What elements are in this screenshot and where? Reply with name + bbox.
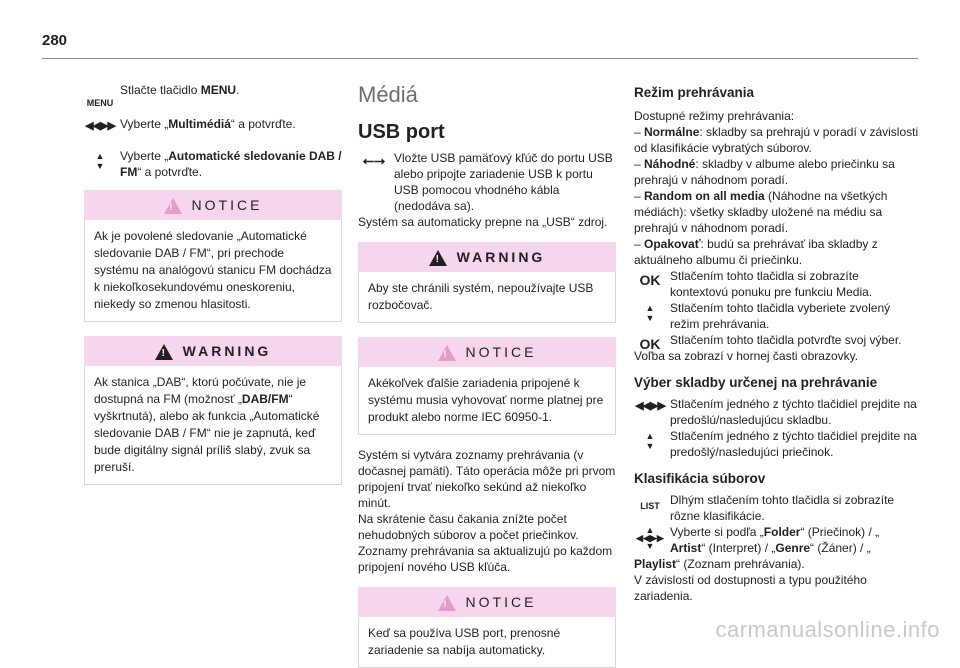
mode-item: – Opakovať: budú sa prehrávať iba skladby z aktuálneho albumu či priečinku. — [634, 237, 878, 267]
heading-track-select: Výber skladby určenej na prehrávanie — [634, 375, 878, 390]
mode-item: – Normálne: skladby sa prehrajú v poradí v závislosti od klasifikácie vybratých súborov. — [634, 125, 919, 155]
notice-box: ! NOTICE Ak je povolené sledovanie „Automatické sledovanie DAB / FM“, pri prechode systému na analógovú stanicu FM dochádza k niekoľkosekundovému oneskoreniu, niekedy so zmenou hlasitosti. — [84, 190, 342, 322]
notice-box-iec: ! NOTICE Akékoľvek ďalšie zariadenia pripojené k systému musia vyhovovať norme platnej pre produkt alebo norme IEC 60950-1. — [358, 337, 616, 435]
arrows-up-down-icon: ▲ ▼ — [95, 151, 105, 171]
mode-item: – Random on all media (Náhodne na všetkých médiách): všetky skladby uložené na médiu sa prehrajú v náhodnom poradí. — [634, 189, 888, 235]
step-multimedia: ◀◀▶▶ Vyberte „Multimédiá“ a potvrďte. — [85, 117, 296, 132]
track-step-prev-next: ◀◀▶▶ Stlačením jedného z týchto tlačidiel prejdite na predošlú/nasledujúcu skladbu. — [635, 397, 917, 427]
step-dab-fm: ▲ ▼ Vyberte „Automatické sledovanie DAB / FM“ a potvrďte. — [84, 148, 342, 184]
page-number: 280 — [42, 32, 68, 49]
track-step-folder: ▲ ▼ Stlačením jedného z týchto tlačidiel prejdite na predošlý/nasledujúci priečinok. — [634, 428, 920, 460]
mode-step-ok: OK Stlačením tohto tlačidla si zobrazíte kontextovú ponuku pre funkciu Media. — [634, 268, 920, 300]
notice-triangle-icon — [438, 345, 456, 361]
column-1 — [84, 82, 342, 485]
warning-box-usb: ! WARNING Aby ste chránili systém, nepoužívajte USB rozbočovač. — [358, 242, 616, 323]
arrows-left-right-icon: ◀◀▶▶ — [85, 120, 115, 132]
ok-button-icon: OK — [639, 272, 661, 288]
arrows-up-down-icon: ▲ ▼ — [645, 431, 655, 451]
sort-step-list: LIST Dlhým stlačením tohto tlačidla si zobrazíte rôzne klasifikácie. — [634, 492, 920, 524]
list-button-icon: LIST — [640, 501, 660, 511]
arrows-all-directions-icon: ▲ ◀◀▶▶ ▼ — [636, 525, 664, 551]
notice-triangle-icon — [164, 198, 182, 214]
ok-button-icon: OK — [639, 336, 661, 352]
column-2: Médiá USB port ⭠⭢ Vložte USB pamäťový kľúč do portu USB alebo pripojte zariadenie USB k portu USB pomocou vhodného kábla (nedodáva sa). Systém sa automaticky prepne na „USB“ zdroj. ! WARNING Aby ste chránili systém, nepoužívajte USB rozbočovač. ! NOTICE Akékoľvek ďalšie zariadenia pripojené k systému musia vyhovovať norme platnej pre produkt alebo norme IEC 60950-1. Systém si vytvára zoznamy prehrávania (v dočasnej pamäti). Táto operácia môže pri prvom pripojení trvať niekoľko sekúnd až niekoľko minút. Na skrátenie času čakania znížte počet nehudobných súborov a počet priečinkov. Zoznamy prehrávania sa aktualizujú po každom pripojení nového USB kľúča. ! NOTICE Keď sa používa USB port, prenosné zariadenie sa nabíja automaticky. — [358, 82, 616, 668]
notice-triangle-icon — [438, 595, 456, 611]
mode-step-confirm: OK Stlačením tohto tlačidla potvrďte svoj výber. — [634, 332, 920, 348]
heading-sorting: Klasifikácia súborov — [634, 471, 766, 486]
step-menu: MENU Stlačte tlačidlo MENU. — [84, 82, 342, 116]
subsection-title: USB port — [358, 121, 445, 143]
heading-play-mode: Režim prehrávania — [634, 85, 755, 100]
usb-icon: ⭠⭢ — [362, 152, 386, 168]
warning-box: ! WARNING Ak stanica „DAB“, ktorú počúvate, nie je dostupná na FM (možnosť „DAB/FM“ vyškrtnutá), alebo ak funkcia „Automatické sledovanie DAB / FM“ nie je zapnutá, keď bude digitálny signál príliš slabý, zvuk sa preruší. — [84, 336, 342, 485]
warning-triangle-icon — [155, 344, 173, 360]
notice-box-charging: ! NOTICE Keď sa používa USB port, prenosné zariadenie sa nabíja automaticky. — [358, 587, 616, 668]
warning-triangle-icon — [429, 250, 447, 266]
mode-step-select: ▲ ▼ Stlačením tohto tlačidla vyberiete zvolený režim prehrávania. — [634, 300, 920, 332]
menu-button-icon: MENU — [86, 98, 114, 108]
usb-step: ⭠⭢ Vložte USB pamäťový kľúč do portu USB alebo pripojte zariadenie USB k portu USB pomocou vhodného kábla (nedodáva sa). — [358, 150, 616, 214]
header-rule — [42, 58, 918, 59]
arrows-up-down-icon: ▲ ▼ — [645, 303, 655, 323]
watermark: carmanualsonline.info — [715, 617, 940, 642]
sort-step-choose: ▲ ◀◀▶▶ ▼ Vyberte si podľa „Folder“ (Priečinok) / „ Artist“ (Interpret) / „Genre“ (Žáner) / „ Playlist“ (Zoznam prehrávania). — [634, 525, 880, 571]
arrows-left-right-icon: ◀◀▶▶ — [635, 400, 665, 412]
column-3: Režim prehrávania Dostupné režimy prehrávania: – Normálne: skladby sa prehrajú v poradí v závislosti od klasifikácie vybratých súborov. – Náhodné: skladby v albume alebo priečinku sa prehrajú v náhodnom poradí. – Random on all media (Náhodne na všetkých médiách): všetky skladby uložené na médiu sa prehrajú v náhodnom poradí. – Opakovať: budú sa prehrávať iba skladby z aktuálneho albumu či priečinku. OK Stlačením tohto tlačidla si zobrazíte kontextovú ponuku pre funkciu Media. ▲ ▼ Stlačením tohto tlačidla vyberiete zvolený režim prehrávania. OK Stlačením tohto tlačidla potvrďte svoj výber. Voľba sa zobrazí v hornej časti obrazovky. Výber skladby určenej na prehrávanie ◀◀▶▶ Stlačením jedného z týchto tlačidiel prejdite na predošlú/nasledujúcu skladbu. ▲ ▼ Stlačením jedného z týchto tlačidiel prejdite na predošlý/nasledujúci priečinok. Klasifikácia súborov LIST Dlhým stlačením tohto tlačidla si zobrazíte rôzne klasifikácie. ▲ ◀◀▶▶ ▼ Vyberte si podľa „Folder“ (Priečinok) / „ Artist“ (Interpret) / „Genre“ (Žáner) / „ Playlist“ (Zoznam prehrávania). V závislosti od dostupnosti a typu použitého zariadenia. — [634, 85, 919, 603]
mode-item: – Náhodné: skladby v albume alebo priečinku sa prehrajú v náhodnom poradí. — [634, 157, 895, 187]
section-title: Médiá — [358, 82, 418, 107]
